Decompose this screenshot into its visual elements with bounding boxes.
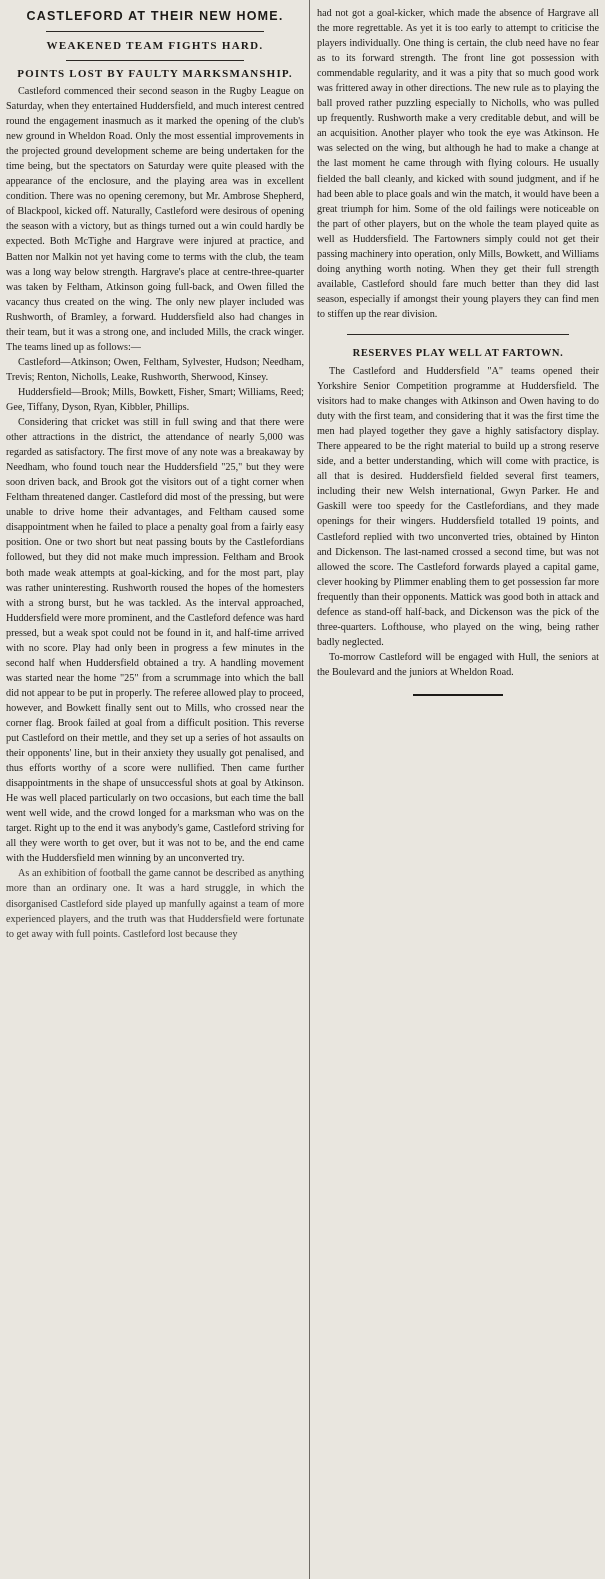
right-column [312,0,605,1579]
article-paragraph-summary: As an exhibition of football the game cannot be described as anything more than an ordinary one. It was a hard struggle, in which the disorganised Castleford side played up manfully against a team of more experienced players, and the truth was that Huddersfield were fortunate to get away with full points. Castleford lost because they [6,868,304,940]
castleford-team-list: Castleford—Atkinson; Owen, Feltham, Sylvester, Hudson; Needham, Trevis; Renton, Nicholls, Leake, Rushworth, Sherwood, Kinsey. [6,356,304,383]
headline: CASTLEFORD AT THEIR NEW HOME. [26,9,284,23]
headline-rule [46,31,264,32]
subheadline-rule [66,60,244,61]
fixtures-paragraph: To-morrow Castleford will be engaged with Hull, the seniors at the Boulevard and the juniors at Wheldon Road. [317,651,599,678]
subheadline: WEAKENED TEAM FIGHTS HARD. [46,40,264,52]
deck-heading: POINTS LOST BY FAULTY MARKSMANSHIP. [17,68,293,80]
article-paragraph-match-report: Considering that cricket was still in full swing and that there were other attractions in the district, the attendance of nearly 5,000 was regarded as satisfactory. The first move of any note was a breakaway by Needham, who found touch near the Huddersfield "25," but they were soon driven back, and Brook got the visitors out of a tight corner when Feltham threatened danger. Castleford did most of the pressing, but were unable to drive home their advantages, and Feltham caused some disappointment when he failed to place a penalty goal from a fairly easy position. One or two short but neat passing bouts by the Castlefordians followed, but they did not make much impression. Feltham and Brook both made weak attempts at goal-kicking, and for the most part, play was rather uninteresting. Rushworth roused the hopes of the homesters with a strong burst, but he was tackled. As the interval approached, Huddersfield were more prominent, and the Castleford defence was hard pressed, but a weak spot could not be found in it, and half-time arrived with no score. Play had only been in progress a few minutes in the second half when Huddersfield obtained a try. A handling movement was started near the home "25" from a scrummage into which the ball did not appear to be put in properly. The referee allowed play to proceed, however, and Bowkett finally sent out to Mills, who crossed near the corner flag. Brook failed at goal from a difficult position. This reverse put Castleford on their mettle, and they set up a series of hot assaults on their opponents' line, but in their anxiety they usually got penalised, and thus efforts worthy of a score were nullified. Then came further disappointments in the shape of unsuccessful shots at goal by Atkinson. He was well placed particularly on two occasions, but each time the ball went well wide, and the crowd longed for a marksman who was on the target. Right up to the end it was anybody's game, Castleford striving for all they were worth to get over, but it was not to be, and the end came with the Huddersfield men winning by an unconverted try. [6,417,304,865]
huddersfield-team-list: Huddersfield—Brook; Mills, Bowkett, Fisher, Smart; Williams, Reed; Gee, Tiffany, Dyson, Ryan, Kibbler, Phillips. [6,386,304,413]
reserves-heading: RESERVES PLAY WELL AT FARTOWN. [352,347,564,359]
section-rule [347,334,569,335]
article-paragraph-intro: Castleford commenced their second season in the Rugby League on Saturday, when they entertained Huddersfield, and much interest centred round the engagement inasmuch as it marked the opening of the club's new ground in Wheldon Road. Only the most essential improvements in the projected ground development scheme are being undertaken for the time being, but the spectators on Saturday were quite pleased with the appearance of the enclosure, and the playing area was in excellent condition. There was no opening ceremony, but Mr. Ambrose Shepherd, of Blackpool, kicked off. Naturally, Castleford were desirous of opening the season with a victory, but as things turned out a win could hardly be expected. Both McTighe and Hargrave were injured at practice, and Batten nor Malkin not yet having come to terms with the club, the team was a long way below strength. Hargrave's place at centre-three-quarter was taken by Feltham, Atkinson going full-back, and Owen filled the vacancy thus created on the wing. The only new player included was Rushworth, of Bramley, a forward. Huddersfield also had changes in their team, but it was a strong one, and included Mills, the crack winger. The teams lined up as follows:— [6,86,304,353]
column-divider [309,0,310,1579]
end-rule [413,694,503,696]
article-paragraph-continued: had not got a goal-kicker, which made the absence of Hargrave all the more regrettable. As yet it is too early to attempt to criticise the players individually. One thing is certain, the club need have no fear as to its forward strength. The front line got possession with commendable regularity, and it was a pity that so much good work was frittered away in other directions. The new rule as to playing the ball proved rather puzzling especially to Nicholls, who was pulled up frequently. Rushworth make a very creditable debut, and will be an acquisition. Another player who took the eye was Atkinson. He was selected on the wing, but although he had to make a change at the last moment he came through with flying colours. He usually fielded the ball cleanly, and kicked with sound judgment, and if he had been able to place goals and win the match, it would have been a great triumph for him. Some of the old failings were noticeable on the part of other players, but on the whole the team played quite as well as Huddersfield. The Fartowners simply could not get their passing machinery into operation, only Mills, Bowkett, and Williams doing anything worth noting. When they get their full strength available, Castleford should fare much better than they did last season, especially if amongst their young players they can find men to stiffen up the rear division. [317,8,599,320]
reserves-paragraph: The Castleford and Huddersfield "A" teams opened their Yorkshire Senior Competition programme at Huddersfield. The visitors had to make changes with Atkinson and Owen having to do duty with the first team, and considering that it was the first time the men had played together they gave a highly satisfactory display. There appeared to be the right material to build up a strong reserve side, and a better understanding, which will come with practice, is all that is desired. Huddersfield fielded several first teamers, including their new Welsh international, Gwyn Parker. He and Gaskill were too speedy for the Castlefordians, and they made openings for their wingers. Huddersfield totalled 19 points, and Castleford replied with two unconverted tries, obtained by Hinton and Dickenson. The last-named crossed a second time, but was not allowed the score. The Castleford forwards played a capital game, clever hooking by Plimmer enabling them to get possession far more frequently than their opponents. Mattick was good both in attack and defence as stand-off half-back, and Dickenson was the pick of the three-quarters. Lofthouse, who played on the wing, being rather badly neglected. [317,365,599,648]
